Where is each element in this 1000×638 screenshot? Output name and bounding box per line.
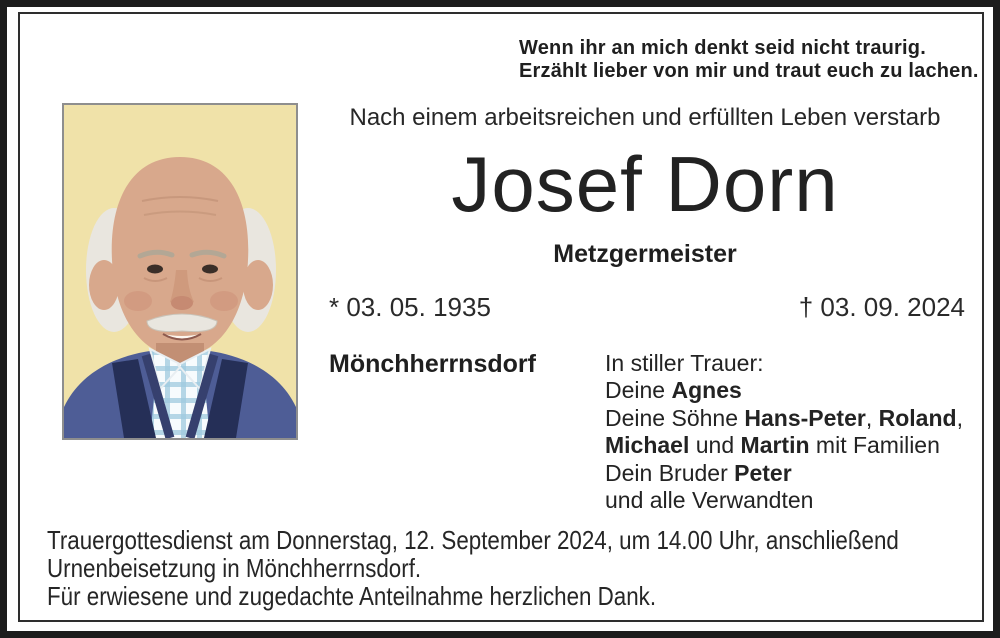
service-details-line: Für erwiesene und zugedachte Anteilnahme herzlichen Dank. bbox=[47, 581, 657, 611]
mourner-line: Michael und Martin mit Familien bbox=[605, 432, 940, 459]
birth-date: * 03. 05. 1935 bbox=[329, 292, 491, 322]
service-details-line: Urnenbeisetzung in Mönchherrnsdorf. bbox=[47, 553, 422, 583]
mourner-line: Deine Söhne Hans-Peter, Roland, bbox=[605, 404, 963, 431]
place-name: Mönchherrnsdorf bbox=[329, 350, 536, 378]
mourning-heading: In stiller Trauer: bbox=[605, 350, 764, 376]
service-details bbox=[47, 526, 1000, 610]
portrait-illustration bbox=[64, 105, 296, 438]
dates-row bbox=[329, 292, 965, 323]
mourner-line: Dein Bruder Peter bbox=[605, 459, 792, 486]
deceased-name: Josef Dorn bbox=[451, 140, 839, 228]
epigraph bbox=[519, 37, 979, 83]
service-details-line: Trauergottesdienst am Donnerstag, 12. September 2024, um 14.00 Uhr, anschließend bbox=[47, 525, 899, 555]
mourning-block bbox=[605, 350, 963, 514]
portrait-photo bbox=[62, 103, 298, 440]
epigraph-line-2: Erzählt lieber von mir und traut euch zu lachen. bbox=[519, 60, 979, 82]
epigraph-line-1: Wenn ihr an mich denkt seid nicht traurig. bbox=[519, 37, 926, 59]
mourner-line: Deine Agnes bbox=[605, 377, 742, 404]
death-date: † 03. 09. 2024 bbox=[798, 292, 965, 322]
mourner-list bbox=[605, 377, 963, 514]
intro-line: Nach einem arbeitsreichen und erfüllten Leben verstarb bbox=[349, 104, 941, 131]
profession: Metzgermeister bbox=[553, 240, 737, 268]
mourner-line: und alle Verwandten bbox=[605, 487, 814, 514]
